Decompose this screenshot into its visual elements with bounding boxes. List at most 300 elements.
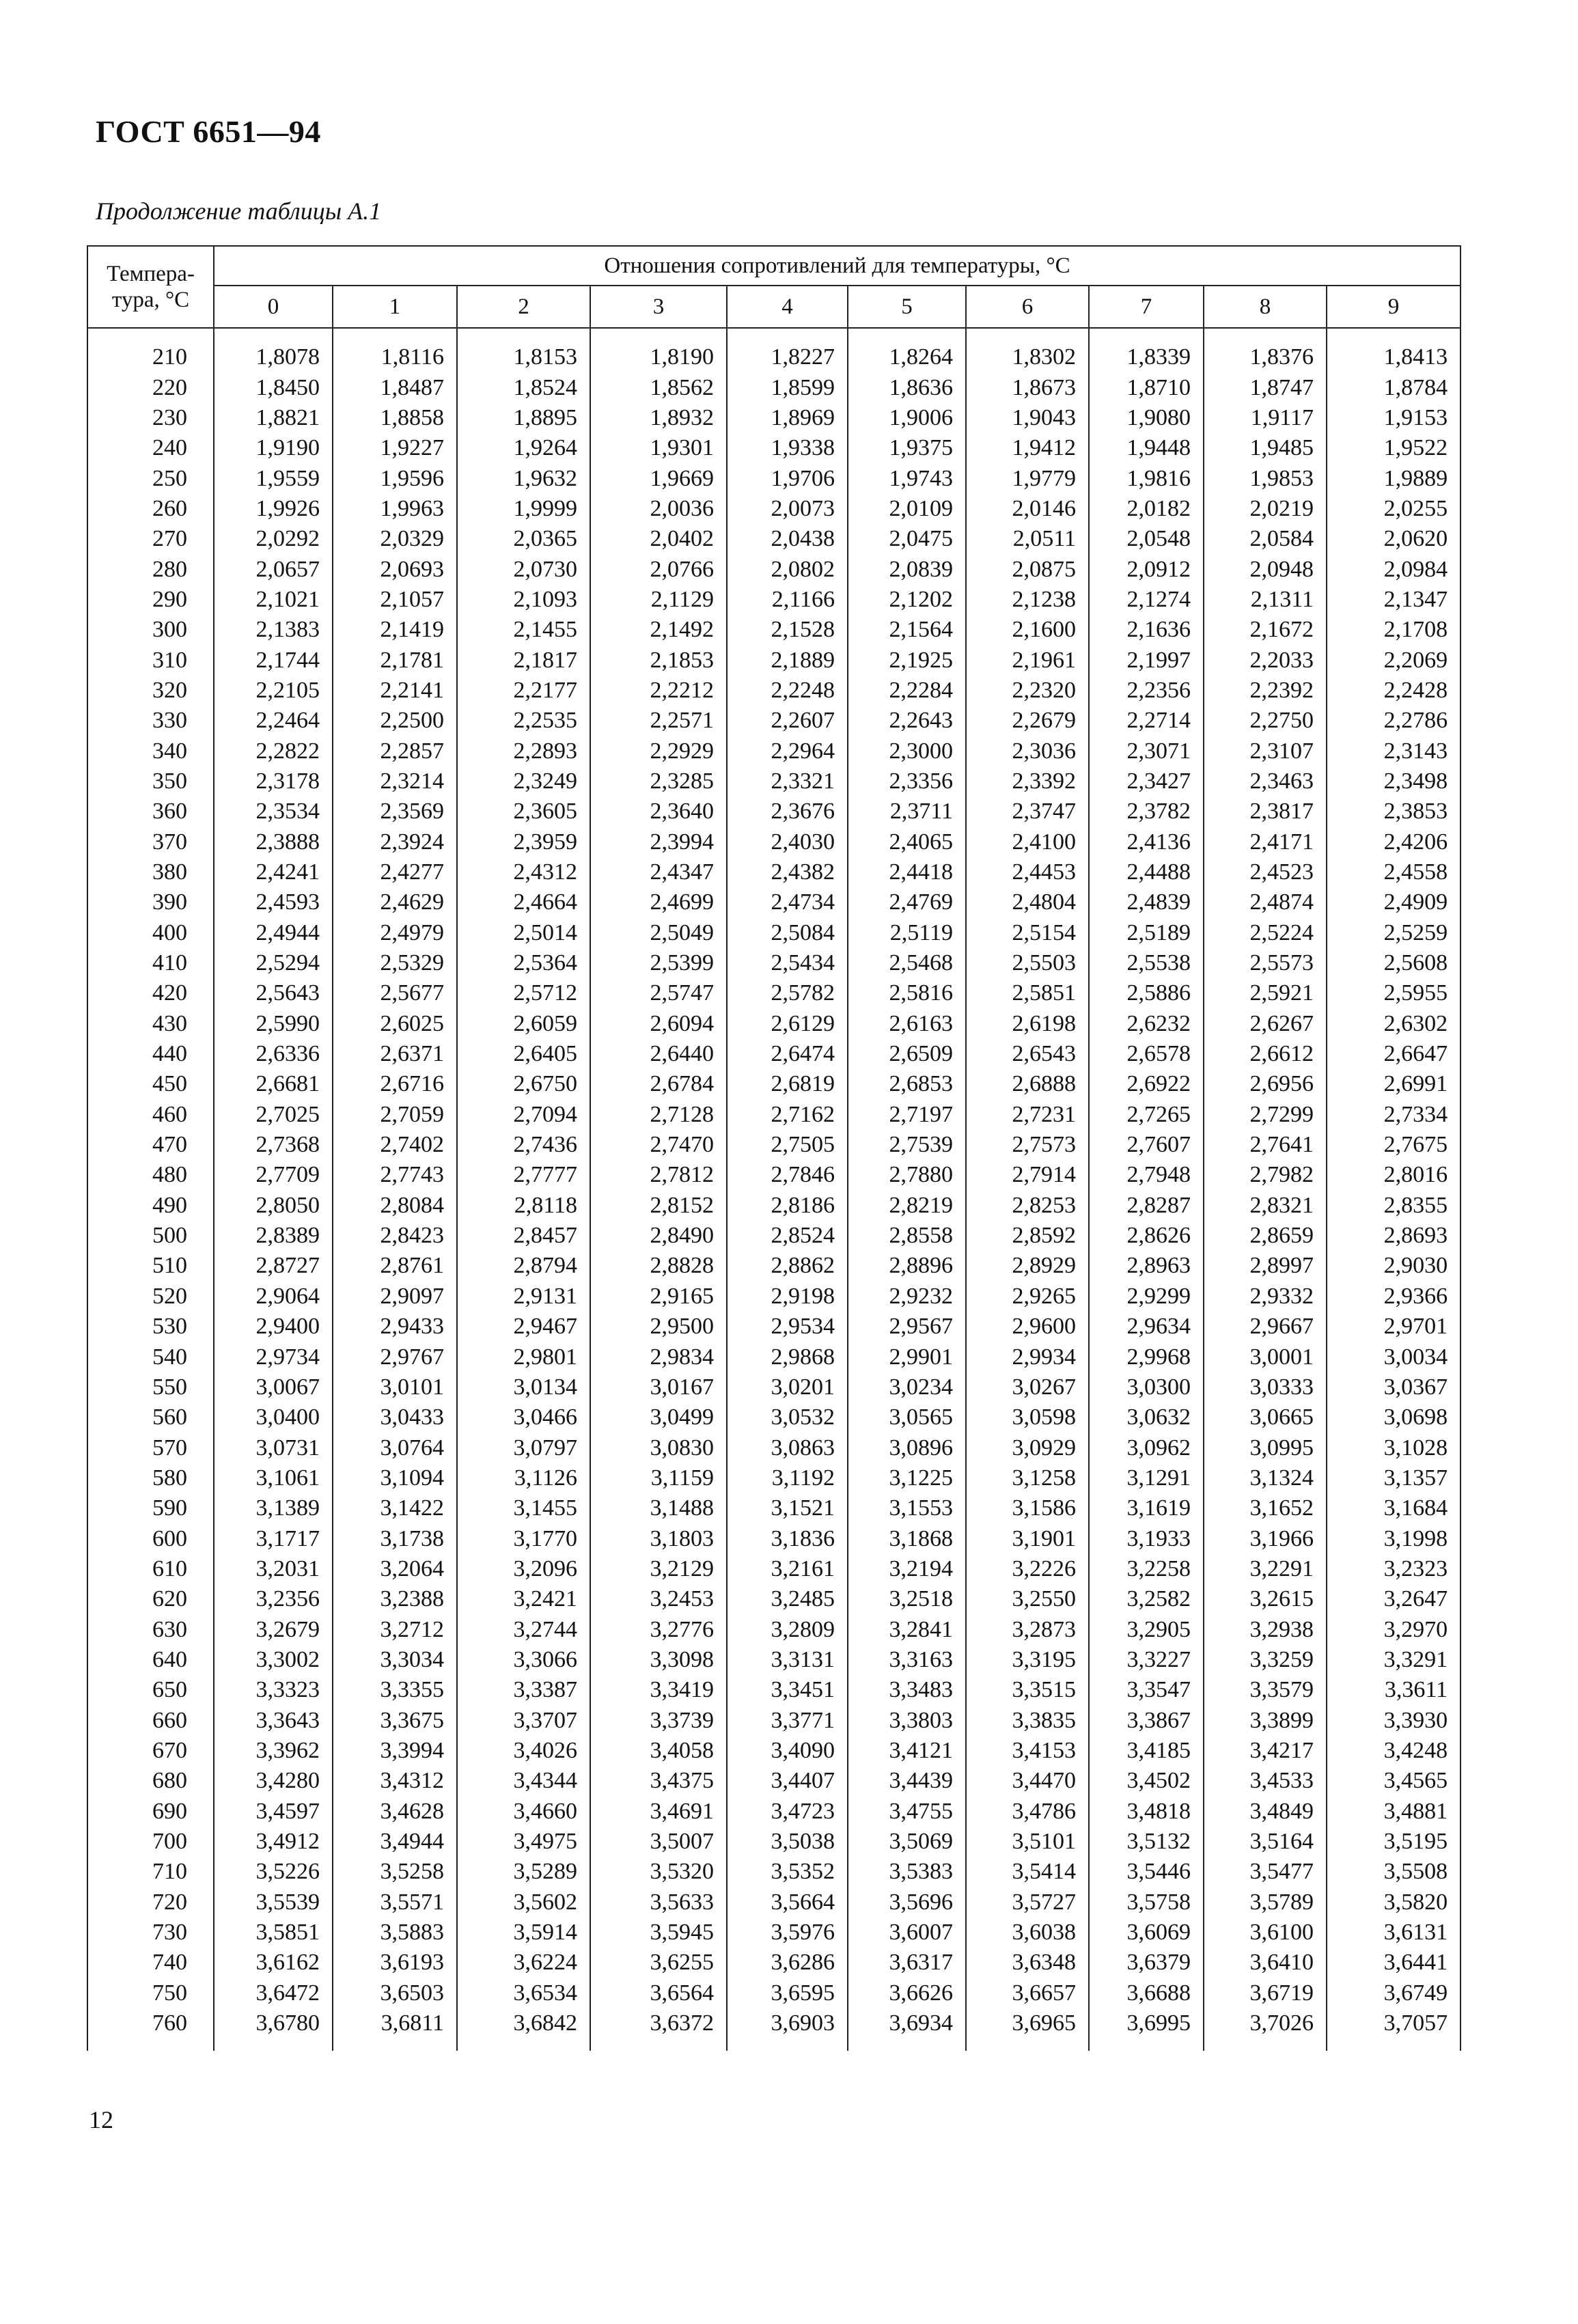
temperature-cell: 430 [87, 1009, 214, 1039]
ratio-cell: 3,3515 [966, 1675, 1089, 1705]
ratio-cell: 2,3534 [214, 797, 333, 827]
ratio-cell: 3,5258 [333, 1857, 457, 1887]
document-title: ГОСТ 6651—94 [96, 114, 321, 149]
ratio-cell: 2,7675 [1327, 1130, 1461, 1160]
ratio-cell: 3,6719 [1204, 1978, 1327, 2008]
ratio-cell: 3,5226 [214, 1857, 333, 1887]
ratio-cell: 2,8659 [1204, 1221, 1327, 1251]
ratio-cell: 2,2964 [727, 736, 848, 766]
ratio-cell: 2,8727 [214, 1251, 333, 1281]
spacer-cell [1089, 328, 1204, 342]
ratio-cell: 2,6819 [727, 1069, 848, 1099]
ratio-cell: 3,1061 [214, 1463, 333, 1493]
ratio-cell: 1,8227 [727, 342, 848, 372]
digit-header-5: 5 [848, 286, 966, 328]
ratio-cell: 3,6934 [848, 2008, 966, 2038]
ratio-cell: 2,5154 [966, 918, 1089, 948]
ratio-cell: 3,2873 [966, 1614, 1089, 1644]
ratio-cell: 2,0219 [1204, 494, 1327, 524]
ratio-cell: 2,3285 [590, 766, 727, 797]
temperature-cell: 700 [87, 1827, 214, 1857]
ratio-cell: 2,9400 [214, 1312, 333, 1342]
table-row [87, 1191, 1461, 1221]
ratio-cell: 3,3131 [727, 1645, 848, 1675]
ratio-cell: 3,2905 [1089, 1614, 1204, 1644]
ratio-cell: 2,2105 [214, 676, 333, 706]
ratio-cell: 2,5608 [1327, 948, 1461, 978]
ratio-cell: 1,8784 [1327, 372, 1461, 402]
table-row [87, 1705, 1461, 1735]
temperature-cell: 490 [87, 1191, 214, 1221]
ratio-cell: 2,5782 [727, 978, 848, 1008]
ratio-cell: 2,6922 [1089, 1069, 1204, 1099]
ratio-cell: 3,4280 [214, 1766, 333, 1796]
ratio-cell: 3,4407 [727, 1766, 848, 1796]
ratio-cell: 2,8896 [848, 1251, 966, 1281]
ratio-cell: 2,5014 [457, 918, 590, 948]
ratio-cell: 2,9366 [1327, 1282, 1461, 1312]
ratio-cell: 2,4523 [1204, 857, 1327, 887]
ratio-cell: 3,6811 [333, 2008, 457, 2038]
ratio-cell: 2,5434 [727, 948, 848, 978]
ratio-cell: 2,8423 [333, 1221, 457, 1251]
ratio-cell: 2,9634 [1089, 1312, 1204, 1342]
ratio-cell: 2,7982 [1204, 1160, 1327, 1190]
ratio-cell: 2,5259 [1327, 918, 1461, 948]
digit-header-9: 9 [1327, 286, 1461, 328]
ratio-cell: 2,0584 [1204, 524, 1327, 554]
ratio-cell: 2,3959 [457, 827, 590, 857]
ratio-cell: 1,9190 [214, 433, 333, 463]
temperature-cell: 340 [87, 736, 214, 766]
ratio-cell: 2,9868 [727, 1342, 848, 1372]
ratio-cell: 3,6379 [1089, 1948, 1204, 1978]
ratio-cell: 3,0830 [590, 1433, 727, 1463]
table-row [87, 554, 1461, 584]
ratio-cell: 2,0657 [214, 554, 333, 584]
ratio-cell: 3,2970 [1327, 1614, 1461, 1644]
ratio-cell: 3,3707 [457, 1705, 590, 1735]
ratio-cell: 2,6509 [848, 1039, 966, 1069]
ratio-cell: 2,3853 [1327, 797, 1461, 827]
ratio-cell: 1,8969 [727, 403, 848, 433]
ratio-cell: 2,3000 [848, 736, 966, 766]
ratio-cell: 2,2679 [966, 706, 1089, 736]
ratio-cell: 3,4185 [1089, 1736, 1204, 1766]
ratio-cell: 1,9080 [1089, 403, 1204, 433]
tail-cell [727, 2038, 848, 2051]
ratio-cell: 3,3930 [1327, 1705, 1461, 1735]
ratio-cell: 2,7059 [333, 1100, 457, 1130]
temperature-cell: 650 [87, 1675, 214, 1705]
ratio-cell: 2,7025 [214, 1100, 333, 1130]
ratio-cell: 1,9853 [1204, 463, 1327, 493]
ratio-cell: 2,1383 [214, 615, 333, 645]
ratio-cell: 3,6038 [966, 1918, 1089, 1948]
ratio-cell: 2,5468 [848, 948, 966, 978]
ratio-cell: 1,9412 [966, 433, 1089, 463]
ratio-cell: 1,9264 [457, 433, 590, 463]
ratio-cell: 2,8457 [457, 1221, 590, 1251]
table-row [87, 1614, 1461, 1644]
table-row [87, 463, 1461, 493]
ratio-cell: 3,3994 [333, 1736, 457, 1766]
ratio-cell: 2,2857 [333, 736, 457, 766]
ratio-cell: 3,4153 [966, 1736, 1089, 1766]
ratio-cell: 2,9701 [1327, 1312, 1461, 1342]
ratio-cell: 3,6842 [457, 2008, 590, 2038]
ratio-cell: 2,1600 [966, 615, 1089, 645]
ratio-cell: 2,2177 [457, 676, 590, 706]
tail-cell [966, 2038, 1089, 2051]
ratio-cell: 3,4439 [848, 1766, 966, 1796]
ratio-cell: 2,1672 [1204, 615, 1327, 645]
tail-cell [848, 2038, 966, 2051]
ratio-cell: 3,0532 [727, 1402, 848, 1433]
ratio-cell: 1,9596 [333, 463, 457, 493]
ratio-cell: 2,1021 [214, 585, 333, 615]
ratio-cell: 3,5945 [590, 1918, 727, 1948]
temperature-cell: 520 [87, 1282, 214, 1312]
ratio-cell: 3,1028 [1327, 1433, 1461, 1463]
ratio-cell: 2,7436 [457, 1130, 590, 1160]
ratio-cell: 2,5294 [214, 948, 333, 978]
digit-header-7: 7 [1089, 286, 1204, 328]
ratio-cell: 3,2615 [1204, 1584, 1327, 1614]
ratio-cell: 3,6286 [727, 1948, 848, 1978]
ratio-cell: 2,2893 [457, 736, 590, 766]
digit-header-3: 3 [590, 286, 727, 328]
ratio-cell: 2,1492 [590, 615, 727, 645]
ratio-cell: 2,8761 [333, 1251, 457, 1281]
temperature-cell: 460 [87, 1100, 214, 1130]
ratio-cell: 2,0365 [457, 524, 590, 554]
ratio-cell: 3,5164 [1204, 1827, 1327, 1857]
ratio-cell: 3,3034 [333, 1645, 457, 1675]
ratio-cell: 2,6956 [1204, 1069, 1327, 1099]
ratio-cell: 3,3483 [848, 1675, 966, 1705]
ratio-cell: 2,8963 [1089, 1251, 1204, 1281]
ratio-cell: 2,5119 [848, 918, 966, 948]
ratio-cell: 2,3249 [457, 766, 590, 797]
ratio-cell: 3,4944 [333, 1827, 457, 1857]
ratio-cell: 2,9834 [590, 1342, 727, 1372]
ratio-cell: 2,1274 [1089, 585, 1204, 615]
ratio-cell: 2,3994 [590, 827, 727, 857]
ratio-cell: 2,5573 [1204, 948, 1327, 978]
ratio-cell: 3,0565 [848, 1402, 966, 1433]
ratio-cell: 2,7128 [590, 1100, 727, 1130]
ratio-cell: 1,8153 [457, 342, 590, 372]
temperature-cell: 610 [87, 1554, 214, 1584]
ratio-cell: 3,4375 [590, 1766, 727, 1796]
ratio-cell: 3,0101 [333, 1372, 457, 1402]
ratio-cell: 3,5539 [214, 1887, 333, 1918]
table-row [87, 524, 1461, 554]
ratio-cell: 3,5758 [1089, 1887, 1204, 1918]
table-row [87, 1857, 1461, 1887]
ratio-cell: 3,5414 [966, 1857, 1089, 1887]
temperature-cell: 480 [87, 1160, 214, 1190]
ratio-cell: 3,6534 [457, 1978, 590, 2008]
ratio-cell: 2,4769 [848, 887, 966, 917]
ratio-cell: 2,7914 [966, 1160, 1089, 1190]
ratio-cell: 3,0300 [1089, 1372, 1204, 1402]
ratio-cell: 2,2069 [1327, 645, 1461, 675]
ratio-cell: 2,8186 [727, 1191, 848, 1221]
ratio-cell: 2,7777 [457, 1160, 590, 1190]
ratio-cell: 3,4090 [727, 1736, 848, 1766]
ratio-cell: 1,8190 [590, 342, 727, 372]
temperature-cell: 730 [87, 1918, 214, 1948]
ratio-cell: 2,3214 [333, 766, 457, 797]
ratio-cell: 1,8673 [966, 372, 1089, 402]
temperature-cell: 230 [87, 403, 214, 433]
ratio-cell: 3,2453 [590, 1584, 727, 1614]
ratio-cell: 3,1422 [333, 1493, 457, 1523]
ratio-cell: 2,6543 [966, 1039, 1089, 1069]
ratio-cell: 2,6198 [966, 1009, 1089, 1039]
ratio-cell: 3,1258 [966, 1463, 1089, 1493]
ratio-cell: 2,0475 [848, 524, 966, 554]
temperature-cell: 540 [87, 1342, 214, 1372]
ratio-cell: 2,0839 [848, 554, 966, 584]
ratio-cell: 2,2786 [1327, 706, 1461, 736]
temperature-cell: 660 [87, 1705, 214, 1735]
ratio-cell: 3,7026 [1204, 2008, 1327, 2038]
ratio-cell: 2,7505 [727, 1130, 848, 1160]
ratio-cell: 3,4755 [848, 1797, 966, 1827]
ratio-cell: 2,6474 [727, 1039, 848, 1069]
ratio-cell: 3,4818 [1089, 1797, 1204, 1827]
ratio-cell: 2,7948 [1089, 1160, 1204, 1190]
table-body [87, 328, 1461, 2051]
ratio-cell: 2,0073 [727, 494, 848, 524]
tail-cell [457, 2038, 590, 2051]
ratio-cell: 1,8636 [848, 372, 966, 402]
temperature-cell: 300 [87, 615, 214, 645]
ratio-cell: 3,4470 [966, 1766, 1089, 1796]
ratio-cell: 2,5224 [1204, 918, 1327, 948]
ratio-cell: 1,9999 [457, 494, 590, 524]
ratio-cell: 3,1652 [1204, 1493, 1327, 1523]
ratio-cell: 3,4533 [1204, 1766, 1327, 1796]
ratio-cell: 1,8376 [1204, 342, 1327, 372]
ratio-cell: 2,2284 [848, 676, 966, 706]
ratio-cell: 2,3036 [966, 736, 1089, 766]
ratio-cell: 2,1347 [1327, 585, 1461, 615]
ratio-cell: 3,4217 [1204, 1736, 1327, 1766]
ratio-cell: 3,5851 [214, 1918, 333, 1948]
table-row [87, 1402, 1461, 1433]
ratio-cell: 2,3569 [333, 797, 457, 827]
tail-cell [333, 2038, 457, 2051]
ratio-cell: 2,6647 [1327, 1039, 1461, 1069]
ratio-cell: 3,4723 [727, 1797, 848, 1827]
ratio-cell: 1,8487 [333, 372, 457, 402]
table-row [87, 2008, 1461, 2038]
ratio-cell: 2,7368 [214, 1130, 333, 1160]
table-row [87, 1797, 1461, 1827]
ratio-cell: 3,3962 [214, 1736, 333, 1766]
ratio-cell: 3,0499 [590, 1402, 727, 1433]
temperature-cell: 600 [87, 1523, 214, 1553]
ratio-cell: 3,6749 [1327, 1978, 1461, 2008]
ratio-cell: 3,2388 [333, 1584, 457, 1614]
temperature-cell: 260 [87, 494, 214, 524]
tail-cell [1089, 2038, 1204, 2051]
ratio-cell: 3,2938 [1204, 1614, 1327, 1644]
temperature-cell: 290 [87, 585, 214, 615]
ratio-cell: 3,0698 [1327, 1402, 1461, 1433]
ratio-cell: 3,0034 [1327, 1342, 1461, 1372]
ratio-cell: 2,9467 [457, 1312, 590, 1342]
ratio-cell: 2,7607 [1089, 1130, 1204, 1160]
table-row [87, 1918, 1461, 1948]
ratio-cell: 3,3002 [214, 1645, 333, 1675]
spacer-cell [1204, 328, 1327, 342]
ratio-cell: 3,5789 [1204, 1887, 1327, 1918]
ratio-cell: 2,1636 [1089, 615, 1204, 645]
ratio-cell: 3,1836 [727, 1523, 848, 1553]
ratio-cell: 3,0167 [590, 1372, 727, 1402]
table-row [87, 494, 1461, 524]
temperature-cell: 280 [87, 554, 214, 584]
ratio-cell: 2,0730 [457, 554, 590, 584]
spacer-cell [1327, 328, 1461, 342]
ratio-cell: 2,9165 [590, 1282, 727, 1312]
ratio-cell: 3,1717 [214, 1523, 333, 1553]
ratio-cell: 3,3835 [966, 1705, 1089, 1735]
ratio-cell: 2,7846 [727, 1160, 848, 1190]
ratio-cell: 2,5886 [1089, 978, 1204, 1008]
table-row [87, 1766, 1461, 1796]
ratio-cell: 2,6750 [457, 1069, 590, 1099]
temperature-cell: 270 [87, 524, 214, 554]
ratio-cell: 3,3771 [727, 1705, 848, 1735]
ratio-cell: 2,8219 [848, 1191, 966, 1221]
ratio-cell: 3,3259 [1204, 1645, 1327, 1675]
ratio-cell: 2,9801 [457, 1342, 590, 1372]
table-row [87, 1827, 1461, 1857]
ratio-cell: 2,5921 [1204, 978, 1327, 1008]
ratio-cell: 3,1225 [848, 1463, 966, 1493]
ratio-cell: 2,2320 [966, 676, 1089, 706]
ratio-cell: 3,3419 [590, 1675, 727, 1705]
ratio-cell: 3,1553 [848, 1493, 966, 1523]
ratio-cell: 3,1159 [590, 1463, 727, 1493]
temperature-cell: 670 [87, 1736, 214, 1766]
ratio-cell: 3,0764 [333, 1433, 457, 1463]
temperature-cell: 440 [87, 1039, 214, 1069]
ratio-cell: 3,0134 [457, 1372, 590, 1402]
ratio-cell: 3,0400 [214, 1402, 333, 1433]
ratio-cell: 3,4786 [966, 1797, 1089, 1827]
spacer-cell [87, 328, 214, 342]
ratio-cell: 3,2518 [848, 1584, 966, 1614]
tail-cell [590, 2038, 727, 2051]
ratio-cell: 1,8710 [1089, 372, 1204, 402]
ratio-cell: 2,2571 [590, 706, 727, 736]
ratio-cell: 2,1202 [848, 585, 966, 615]
ratio-cell: 2,6302 [1327, 1009, 1461, 1039]
ratio-cell: 3,1126 [457, 1463, 590, 1493]
ratio-cell: 3,2679 [214, 1614, 333, 1644]
table-row [87, 1251, 1461, 1281]
ratio-cell: 3,0731 [214, 1433, 333, 1463]
ratio-cell: 2,4629 [333, 887, 457, 917]
ratio-cell: 3,2356 [214, 1584, 333, 1614]
table-row [87, 433, 1461, 463]
ratio-cell: 2,8592 [966, 1221, 1089, 1251]
ratio-cell: 2,1781 [333, 645, 457, 675]
ratio-cell: 3,4058 [590, 1736, 727, 1766]
digit-header-1: 1 [333, 286, 457, 328]
temperature-cell: 400 [87, 918, 214, 948]
temperature-cell: 360 [87, 797, 214, 827]
ratio-cell: 2,4839 [1089, 887, 1204, 917]
ratio-cell: 2,4206 [1327, 827, 1461, 857]
ratio-cell: 2,3392 [966, 766, 1089, 797]
ratio-cell: 3,5383 [848, 1857, 966, 1887]
digit-header-0: 0 [214, 286, 333, 328]
ratio-cell: 2,8355 [1327, 1191, 1461, 1221]
ratio-cell: 3,7057 [1327, 2008, 1461, 2038]
ratio-cell: 2,7812 [590, 1160, 727, 1190]
ratio-cell: 2,6681 [214, 1069, 333, 1099]
ratio-cell: 3,0433 [333, 1402, 457, 1433]
ratio-cell: 2,5816 [848, 978, 966, 1008]
ratio-cell: 3,0333 [1204, 1372, 1327, 1402]
ratio-cell: 3,0201 [727, 1372, 848, 1402]
table-row [87, 1948, 1461, 1978]
ratio-cell: 3,4502 [1089, 1766, 1204, 1796]
ratio-cell: 3,3291 [1327, 1645, 1461, 1675]
temperature-cell: 320 [87, 676, 214, 706]
temperature-cell: 580 [87, 1463, 214, 1493]
ratio-cell: 3,6100 [1204, 1918, 1327, 1948]
ratio-cell: 1,9485 [1204, 433, 1327, 463]
ratio-cell: 2,1166 [727, 585, 848, 615]
ratio-cell: 1,9043 [966, 403, 1089, 433]
ratio-cell: 3,3611 [1327, 1675, 1461, 1705]
ratio-cell: 3,2744 [457, 1614, 590, 1644]
tail-cell [214, 2038, 333, 2051]
ratio-cell: 2,0182 [1089, 494, 1204, 524]
ratio-cell: 2,4558 [1327, 857, 1461, 887]
temperature-cell: 370 [87, 827, 214, 857]
temperature-cell: 250 [87, 463, 214, 493]
ratio-cell: 3,6657 [966, 1978, 1089, 2008]
ratio-cell: 3,5069 [848, 1827, 966, 1857]
table-row [87, 1282, 1461, 1312]
ratio-cell: 2,9198 [727, 1282, 848, 1312]
ratio-cell: 2,6267 [1204, 1009, 1327, 1039]
table-row [87, 645, 1461, 675]
ratio-cell: 1,8562 [590, 372, 727, 402]
ratio-group-header: Отношения сопротивлений для температуры, °С [214, 246, 1461, 286]
ratio-cell: 3,6626 [848, 1978, 966, 2008]
ratio-cell: 1,9963 [333, 494, 457, 524]
ratio-cell: 2,9131 [457, 1282, 590, 1312]
digit-header-2: 2 [457, 286, 590, 328]
ratio-cell: 2,3427 [1089, 766, 1204, 797]
ratio-cell: 1,8078 [214, 342, 333, 372]
ratio-cell: 1,9706 [727, 463, 848, 493]
ratio-cell: 3,4312 [333, 1766, 457, 1796]
ratio-cell: 3,5602 [457, 1887, 590, 1918]
ratio-cell: 2,2714 [1089, 706, 1204, 736]
